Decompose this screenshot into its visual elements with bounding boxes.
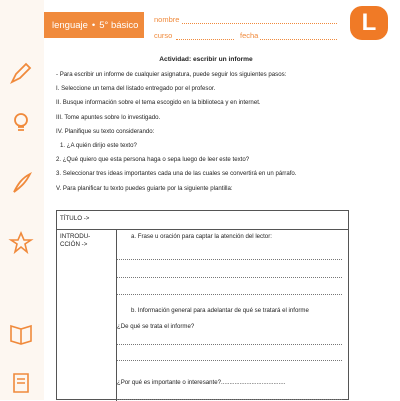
open-book-icon bbox=[8, 320, 34, 346]
introduction-label-line-2: CCIÓN -> bbox=[60, 241, 88, 248]
answer-line[interactable] bbox=[117, 259, 342, 260]
worksheet-header bbox=[0, 0, 400, 48]
answer-line[interactable] bbox=[117, 277, 342, 278]
sub-step-1: 1. ¿A quién dirijo este texto? bbox=[60, 141, 137, 149]
course-field-line[interactable] bbox=[176, 39, 234, 40]
sub-step-2: 2. ¿Qué quiero que esta persona haga o sepa luego de leer este texto? bbox=[56, 156, 250, 164]
step-5: V. Para planificar tu texto puedes guiarte por la siguiente plantilla: bbox=[56, 184, 233, 192]
subject-separator: • bbox=[91, 19, 96, 31]
answer-line[interactable] bbox=[117, 344, 342, 345]
scroll-icon bbox=[8, 370, 34, 396]
grade-label: 5° básico bbox=[99, 19, 139, 31]
pencil-icon bbox=[8, 60, 34, 86]
activity-content bbox=[56, 56, 356, 199]
introduction-label-cell bbox=[57, 229, 117, 401]
planning-template-table bbox=[56, 210, 349, 400]
introduction-label-line-1: INTRODU- bbox=[60, 233, 91, 240]
step-1: I. Seleccione un tema del listado entregado por el profesor. bbox=[56, 85, 216, 93]
item-b-label: b. Información general para adelantar de qué se tratará el informe bbox=[131, 307, 309, 314]
name-label: nombre bbox=[154, 15, 180, 24]
star-icon bbox=[8, 230, 34, 256]
sub-step-3: 3. Seleccionar tres ideas importantes cada una de las cuales se convertirá en un párrafo. bbox=[56, 170, 297, 178]
question-2: ¿Por qué es importante o interesante?...................................... bbox=[117, 379, 286, 386]
subject-label: lenguaje bbox=[52, 19, 88, 31]
name-field-line[interactable] bbox=[182, 23, 337, 24]
badge-letter: L bbox=[361, 9, 377, 36]
course-label: curso bbox=[154, 31, 173, 40]
quill-icon bbox=[8, 170, 34, 196]
subject-bar bbox=[44, 12, 144, 38]
answer-line[interactable] bbox=[117, 294, 342, 295]
activity-title: Actividad: escribir un informe bbox=[159, 56, 253, 63]
question-1: ¿De qué se trata el informe? bbox=[117, 323, 195, 330]
title-row-label: TÍTULO -> bbox=[60, 215, 90, 222]
step-3: III. Tome apuntes sobre lo investigado. bbox=[56, 113, 161, 121]
answer-line[interactable] bbox=[117, 360, 342, 361]
decorative-sidebar bbox=[0, 0, 44, 400]
title-row bbox=[57, 211, 348, 230]
date-label: fecha bbox=[240, 31, 259, 40]
step-4: IV. Planifique su texto considerando: bbox=[56, 127, 155, 135]
lightbulb-icon bbox=[8, 110, 34, 136]
subject-badge bbox=[350, 6, 388, 40]
date-field-line[interactable] bbox=[260, 39, 337, 40]
item-a-label: a. Frase u oración para captar la atención del lector: bbox=[131, 233, 272, 240]
step-2: II. Busque información sobre el tema escogido en la biblioteca y en internet. bbox=[56, 99, 261, 107]
activity-intro: - Para escribir un informe de cualquier asignatura, puede seguir los siguientes pasos: bbox=[56, 71, 287, 78]
introduction-content-cell bbox=[117, 229, 348, 401]
